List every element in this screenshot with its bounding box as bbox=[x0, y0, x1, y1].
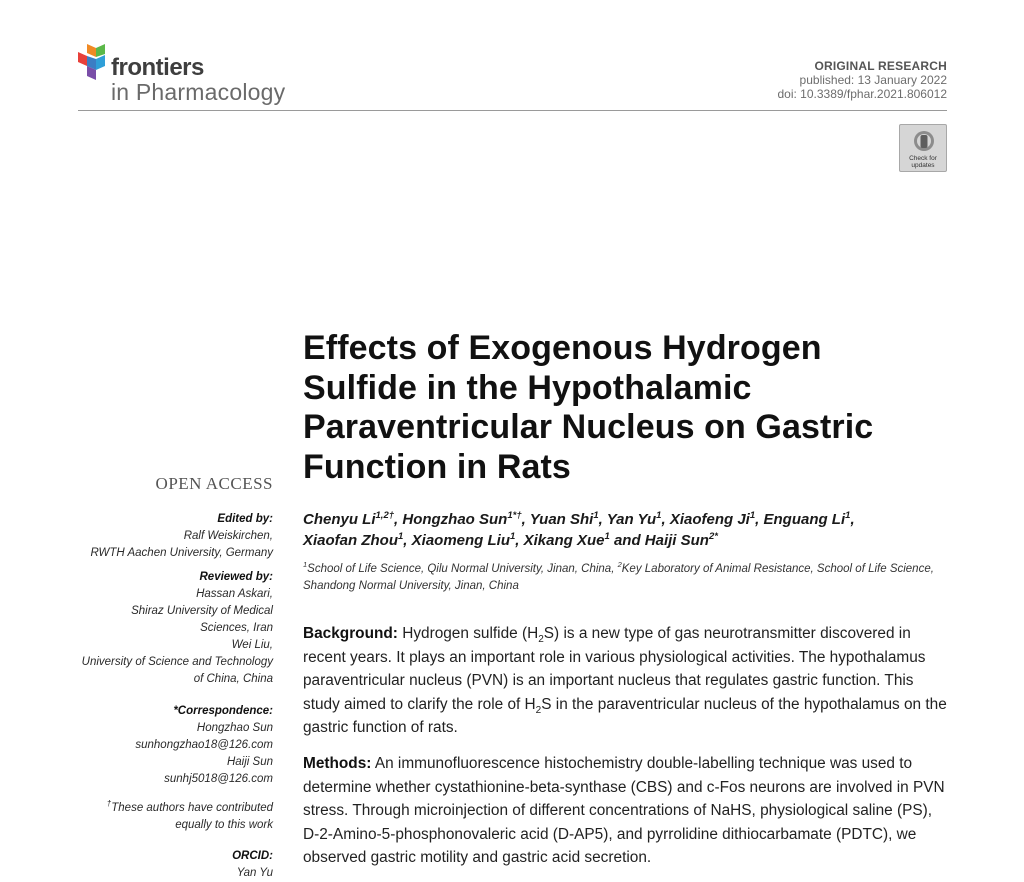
author[interactable]: Xiaofan Zhou$^1$ bbox=[303, 531, 404, 549]
correspondent-name: Haiji Sun bbox=[226, 756, 273, 768]
author[interactable]: Hongzhao Sun$^{1*\dagger}$ bbox=[402, 510, 522, 528]
reviewer-affiliation: Shiraz University of Medical bbox=[131, 605, 273, 617]
orcid-name[interactable]: Yan Yu bbox=[236, 867, 273, 879]
reviewed-by-label: Reviewed by: bbox=[199, 571, 273, 583]
abstract-text: An immunofluorescence histochemistry double-labelling technique was used to determine whether cystathionine-beta-synthase (CBS) and c-Fos neurons are involved in PVN stress. Through microinjection of different concentrations of NaHS, physiological saline (PS), D-2-Amino-5-phosphonovaleric acid (D-AP5), and pyrrolidine dithiocarbamate (PDTC), we observed gastric motility and gastric acid secretion. bbox=[303, 755, 945, 866]
contribution-note bbox=[43, 795, 273, 834]
frontiers-logo-icon bbox=[78, 44, 108, 80]
check-for-updates-button[interactable] bbox=[899, 124, 947, 172]
author[interactable]: Xiaomeng Liu$^1$ bbox=[411, 531, 516, 549]
header-divider bbox=[78, 110, 947, 111]
edited-by-section bbox=[43, 511, 273, 562]
abstract-background bbox=[303, 622, 948, 740]
affiliations bbox=[303, 561, 953, 595]
affiliation-text: Key Laboratory of Animal Resistance, School of Life Science, Shandong Normal University, Jinan, China bbox=[303, 563, 934, 592]
author[interactable]: Xiaofeng Ji$^1$ bbox=[669, 510, 756, 528]
affiliation-mark: 1 bbox=[303, 560, 308, 570]
reviewed-by-section bbox=[43, 569, 273, 688]
editor-name[interactable]: Ralf Weiskirchen, bbox=[183, 530, 273, 542]
journal-logo[interactable] bbox=[78, 44, 318, 106]
abstract-text: Hydrogen sulfide (H bbox=[397, 625, 539, 642]
subscript: 2 bbox=[538, 634, 544, 646]
open-access-label: OPEN ACCESS bbox=[155, 474, 273, 493]
journal-name-line1: frontiers bbox=[111, 54, 204, 81]
correspondent-name: Hongzhao Sun bbox=[196, 722, 273, 734]
correspondence-label: *Correspondence: bbox=[173, 705, 273, 717]
author[interactable]: Haiji Sun$^{2*}$ bbox=[644, 531, 718, 549]
check-updates-line2: updates bbox=[911, 162, 935, 169]
correspondence-section bbox=[43, 703, 273, 788]
contribution-line: equally to this work bbox=[175, 818, 273, 831]
edited-by-label: Edited by: bbox=[217, 513, 273, 525]
orcid-section bbox=[43, 848, 273, 882]
article-meta bbox=[778, 59, 948, 101]
subscript: 2 bbox=[535, 704, 542, 716]
abstract-text: S in the paraventricular nucleus of the hypothalamus on the gastric function of rats. bbox=[303, 695, 947, 736]
background-label: Background: bbox=[303, 625, 398, 642]
editor-affiliation: RWTH Aachen University, Germany bbox=[90, 547, 273, 559]
orcid-label: ORCID: bbox=[232, 850, 273, 862]
reviewer-affiliation: of China, China bbox=[193, 673, 273, 685]
author[interactable]: Xikang Xue$^1$ bbox=[523, 531, 610, 549]
article-type: ORIGINAL RESEARCH bbox=[814, 59, 947, 73]
author[interactable]: Yan Yu$^1$ bbox=[606, 510, 662, 528]
author-list: Chenyu $Li^{1,2\dagger}$, Hongzhao Sun$^{1*\dagger}$, Yuan Shi$^1$, Yan Yu$^1$, Xiaofeng Ji$^1$, Enguang Li$^1$, Xiaofan Zhou$^1$, Xiaomeng Liu$^1$, Xikang Xue$^1$ and Haiji Sun$^{2*}$ bbox=[303, 510, 855, 549]
abstract-methods bbox=[303, 752, 948, 870]
contribution-line: These authors have contributed bbox=[111, 801, 273, 814]
check-updates-line1: Check for bbox=[909, 155, 937, 162]
affiliation-mark: 2 bbox=[617, 560, 622, 570]
check-updates-label bbox=[900, 155, 946, 169]
author[interactable]: Chenyu $Li^{1,2\dagger}$ bbox=[303, 510, 395, 528]
correspondent-email[interactable]: sunhongzhao18@126.com bbox=[135, 739, 273, 751]
reviewer-affiliation: Sciences, Iran bbox=[200, 622, 273, 634]
correspondent-email[interactable]: sunhj5018@126.com bbox=[164, 773, 273, 785]
contribution-mark: † bbox=[106, 799, 112, 808]
reviewer-name[interactable]: Wei Liu, bbox=[231, 639, 273, 651]
reviewer-affiliation: University of Science and Technology bbox=[81, 656, 273, 668]
author[interactable]: Enguang Li$^1$ bbox=[763, 510, 851, 528]
affiliation-text: School of Life Science, Qilu Normal University, Jinan, China, bbox=[307, 563, 618, 575]
methods-label: Methods: bbox=[303, 755, 372, 772]
article-title: Effects of Exogenous Hydrogen Sulfide in the Hypothalamic Paraventricular Nucleus on Gastric Function in Rats bbox=[303, 329, 874, 486]
abstract-text: S) is a new type of gas neurotransmitter discovered in recent years. It plays an important role in various physiological activities. The hypothalamus paraventricular nucleus (PVN) is an important nucleus that regulates gastric function. This study aimed to clarify the role of H bbox=[303, 625, 926, 713]
published-date: published: 13 January 2022 bbox=[799, 73, 947, 87]
check-updates-icon bbox=[912, 129, 936, 153]
journal-name-line2: in Pharmacology bbox=[111, 79, 286, 105]
author[interactable]: Yuan Shi$^1$ bbox=[529, 510, 599, 528]
doi-link[interactable]: doi: 10.3389/fphar.2021.806012 bbox=[777, 87, 947, 101]
reviewer-name[interactable]: Hassan Askari, bbox=[196, 588, 273, 600]
